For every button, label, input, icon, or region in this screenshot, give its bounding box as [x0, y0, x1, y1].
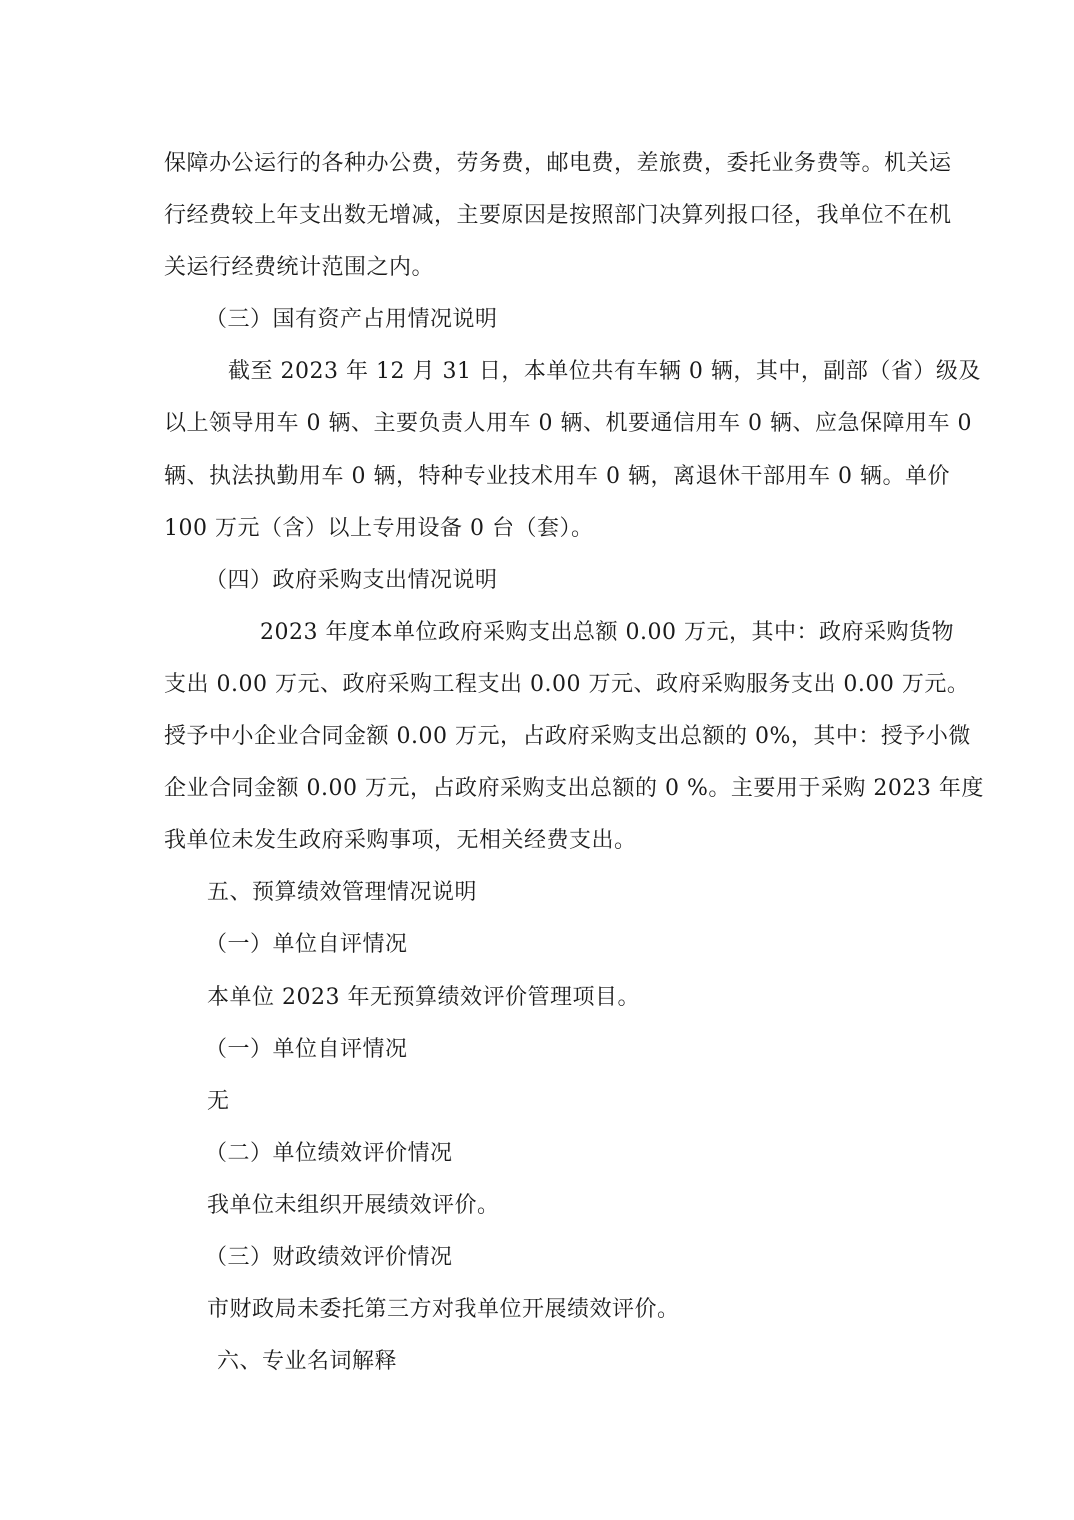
paragraph-line: 本单位 2023 年无预算绩效评价管理项目。	[207, 985, 640, 1010]
section-heading: （一）单位自评情况	[205, 1037, 408, 1062]
paragraph-line: 行经费较上年支出数无增减，主要原因是按照部门决算列报口径，我单位不在机	[164, 203, 952, 228]
part-heading: 六、专业名词解释	[217, 1349, 398, 1374]
part-heading: 五、预算绩效管理情况说明	[207, 880, 478, 905]
paragraph-line: 2023 年度本单位政府采购支出总额 0.00 万元，其中：政府采购货物	[260, 620, 954, 645]
paragraph-line: 我单位未组织开展绩效评价。	[207, 1193, 500, 1218]
paragraph-line: 授予中小企业合同金额 0.00 万元，占政府采购支出总额的 0%，其中：授予小微	[164, 724, 971, 749]
paragraph-line: 关运行经费统计范围之内。	[164, 255, 435, 280]
paragraph-line: 保障办公运行的各种办公费，劳务费，邮电费，差旅费，委托业务费等。机关运	[164, 151, 952, 176]
paragraph-line: 辆、执法执勤用车 0 辆，特种专业技术用车 0 辆，离退休干部用车 0 辆。单价	[164, 464, 950, 489]
paragraph-line: 支出 0.00 万元、政府采购工程支出 0.00 万元、政府采购服务支出 0.00 万元。	[164, 672, 970, 697]
paragraph-line: 无	[207, 1089, 230, 1114]
paragraph-line: 100 万元（含）以上专用设备 0 台（套）。	[164, 516, 594, 541]
section-heading: （四）政府采购支出情况说明	[205, 568, 498, 593]
section-heading: （一）单位自评情况	[205, 932, 408, 957]
paragraph-line: 市财政局未委托第三方对我单位开展绩效评价。	[207, 1297, 680, 1322]
paragraph-line: 截至 2023 年 12 月 31 日，本单位共有车辆 0 辆，其中，副部（省）级及	[228, 359, 981, 384]
paragraph-line: 以上领导用车 0 辆、主要负责人用车 0 辆、机要通信用车 0 辆、应急保障用车 0	[164, 411, 972, 436]
paragraph-line: 我单位未发生政府采购事项，无相关经费支出。	[164, 828, 637, 853]
section-heading: （二）单位绩效评价情况	[205, 1141, 453, 1166]
paragraph-line: 企业合同金额 0.00 万元，占政府采购支出总额的 0 %。主要用于采购 2023 年度	[164, 776, 984, 801]
section-heading: （三）财政绩效评价情况	[205, 1245, 453, 1270]
section-heading: （三）国有资产占用情况说明	[205, 307, 498, 332]
